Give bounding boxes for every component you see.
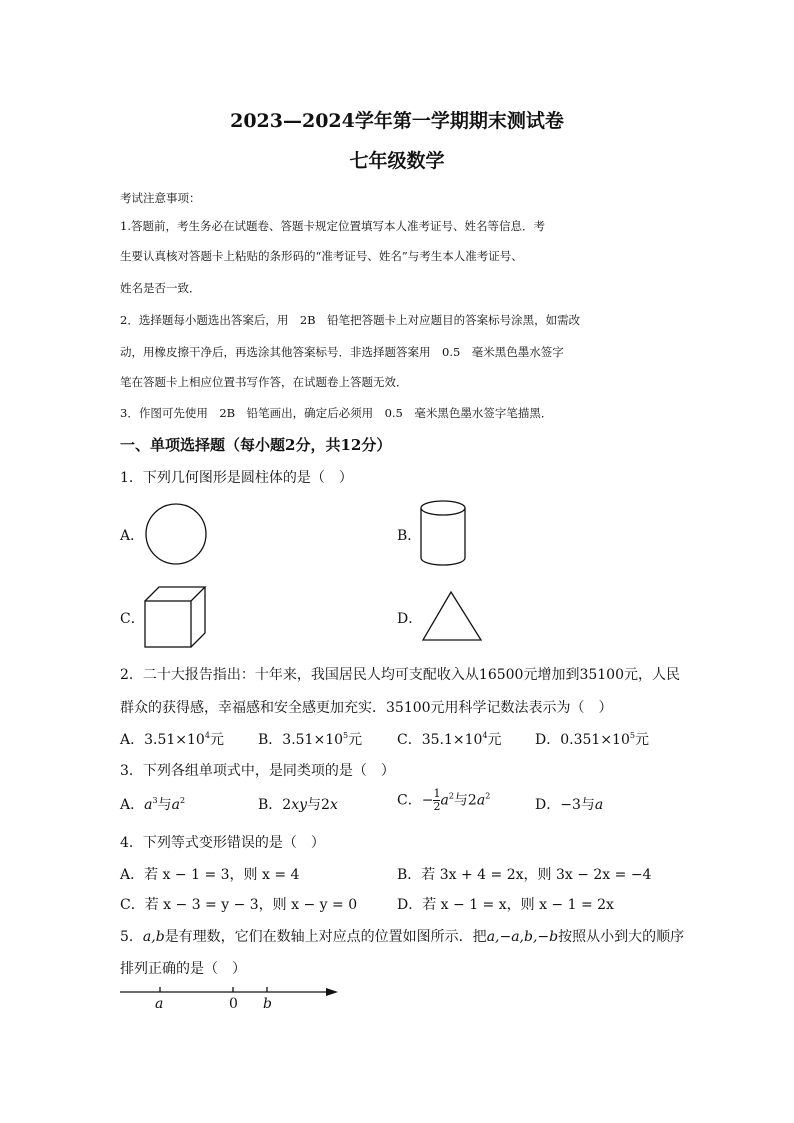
cube-figure (143, 585, 209, 649)
question-2-stem: 2．二十大报告指出：十年来，我国居民人均可支配收入从16500元增加到35100元，人民 (120, 667, 680, 683)
q1-option-d-label: D． (397, 611, 423, 627)
number-line-label-a: a (155, 996, 164, 1012)
q2-option-a: A．$3.51\times 10^4$元 (120, 731, 224, 748)
notice-line: 动，用橡皮擦干净后，再选涂其他答案标号．非选择题答案用 0.5 毫米黑色墨水签字 (120, 345, 564, 359)
question-2-stem: 群众的获得感，幸福感和安全感更加充实．35100元用科学记数法表示为（ ） (120, 700, 613, 716)
number-line-label-zero: 0 (229, 996, 238, 1012)
notice-line: 生要认真核对答题卡上粘贴的条形码的“准考证号、姓名”与考生本人准考证号、 (120, 249, 523, 263)
cylinder-figure (420, 498, 468, 570)
circle-figure (144, 503, 208, 567)
notice-line: 2．选择题每小题选出答案后，用 2B 铅笔把答题卡上对应题目的答案标号涂黑，如需改 (120, 313, 581, 327)
q2-option-d: D．$0.351\times 10^5$元 (535, 731, 649, 748)
q4-option-b: B．若 3x + 4 = 2x，则 3x − 2x = −4 (397, 867, 652, 883)
q2-option-c: C．$35.1\times 10^4$元 (397, 731, 502, 748)
fraction-one-half: $\frac{1}{2}$ (433, 787, 441, 813)
exam-subtitle: 七年级数学 (349, 150, 445, 172)
notice-line: 笔在答题卡上相应位置书写作答，在试题卷上答题无效． (120, 375, 408, 389)
section-title: 一、单项选择题（每小题2分，共12分） (120, 436, 392, 454)
question-1-stem: 1．下列几何图形是圆柱体的是（ ） (120, 470, 353, 486)
q2-option-b: B．$3.51\times 10^5$元 (258, 731, 363, 748)
question-5-stem: 5．a,b是有理数，它们在数轴上对应点的位置如图所示．把a,−a,b,−b按照从小到大的顺序 (120, 929, 685, 945)
notice-line: 姓名是否一致． (120, 281, 201, 295)
question-3-stem: 3．下列各组单项式中，是同类项的是（ ） (120, 763, 395, 779)
question-4-stem: 4．下列等式变形错误的是（ ） (120, 835, 325, 851)
triangle-figure (421, 590, 483, 642)
q4-option-d: D．若 x − 1 = x，则 x − 1 = 2x (397, 897, 614, 913)
q1-option-c-label: C． (120, 611, 145, 627)
q3-option-d: D．−3与a (535, 797, 604, 813)
exam-title: 2023—2024学年第一学期期末测试卷 (230, 110, 564, 132)
q1-option-b-label: B． (397, 528, 422, 544)
notice-line: 3．作图可先使用 2B 铅笔画出，确定后必须用 0.5 毫米黑色墨水签字笔描黑． (120, 406, 553, 420)
q3-option-a: A．$a^3$与$a^2$ (120, 796, 186, 813)
notice-line: 1.答题前，考生务必在试题卷、答题卡规定位置填写本人准考证号、姓名等信息．考 (120, 219, 545, 233)
q1-option-a-label: A． (120, 528, 145, 544)
q4-option-a: A．若 x − 1 = 3，则 x = 4 (120, 867, 300, 883)
q3-option-b: B．2xy与2x (258, 797, 338, 813)
number-line-label-b: b (263, 996, 272, 1012)
notice-heading: 考试注意事项： (120, 191, 201, 205)
question-5-stem: 排列正确的是（ ） (120, 961, 246, 977)
q3-option-c: C．− $\frac{1}{2}$ $a^2$与$2a^2$ (397, 787, 491, 813)
q4-option-c: C．若 x − 3 = y − 3，则 x − y = 0 (120, 897, 358, 913)
